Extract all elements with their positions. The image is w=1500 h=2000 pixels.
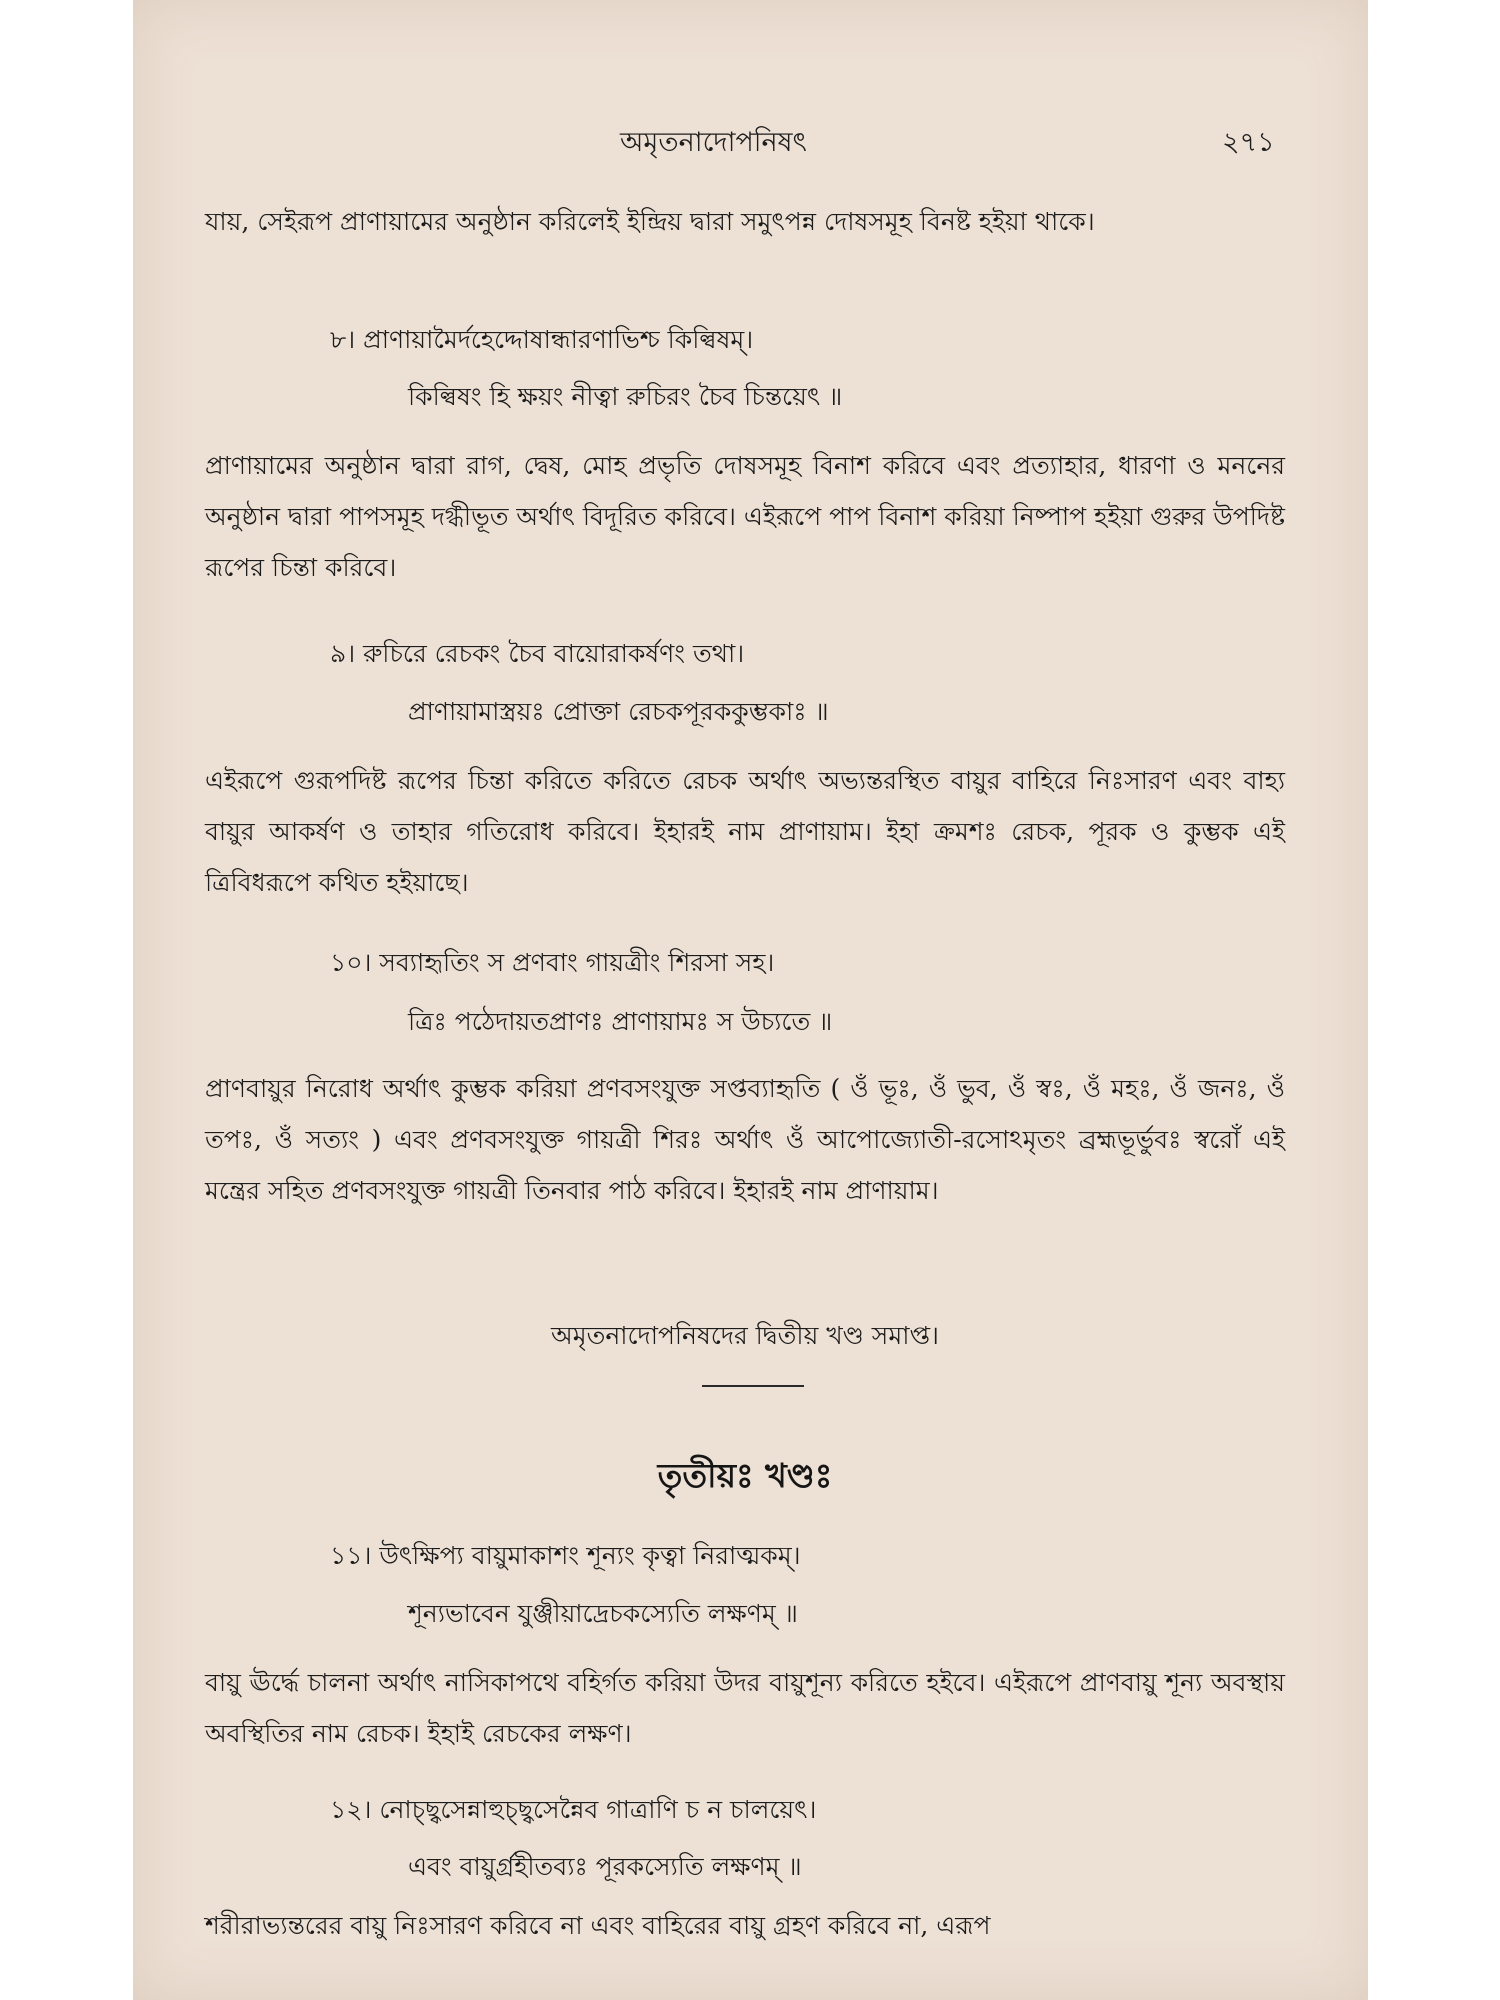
divider-rule xyxy=(702,1385,804,1387)
verse-12-line-2: এবং বায়ুর্গ্রহীতব্যঃ পূরকস্যেতি লক্ষণম্ ॥ xyxy=(408,1852,802,1881)
paragraph-6: শরীরাভ্যন্তরের বায়ু নিঃসারণ করিবে না এবং বাহিরের বায়ু গ্রহণ করিবে না, এরূপ xyxy=(205,1911,991,1940)
verse-9-line-1: ৯। রুচিরে রেচকং চৈব বায়োরাকর্ষণং তথা। xyxy=(330,639,745,668)
verse-11-line-1: ১১। উৎক্ষিপ্য বায়ুমাকাশং শূন্যং কৃত্বা নিরাত্মকম্। xyxy=(330,1541,801,1570)
paragraph-3: এইরূপে গুরূপদিষ্ট রূপের চিন্তা করিতে করিতে রেচক অর্থাৎ অভ্যন্তরস্থিত বায়ুর বাহিরে নিঃসারণ এবং বাহ্য বায়ুর আকর্ষণ ও তাহার গতিরোধ করিবে। ইহারই নাম প্রাণায়াম। ইহা ক্রমশঃ রেচক, পূরক ও কুম্ভক এই ত্রিবিধরূপে কথিত হইয়াছে। xyxy=(205,766,1285,897)
section-title: তৃতীয়ঃ খণ্ডঃ xyxy=(657,1456,833,1495)
paragraph-1: যায়, সেইরূপ প্রাণায়ামের অনুষ্ঠান করিলেই ইন্দ্রিয় দ্বারা সমুৎপন্ন দোষসমূহ বিনষ্ট হইয়া থাকে। xyxy=(205,207,1095,236)
paragraph-4: প্রাণবায়ুর নিরোধ অর্থাৎ কুম্ভক করিয়া প্রণবসংযুক্ত সপ্তব্যাহৃতি ( ওঁ ভূঃ, ওঁ ভুব, ওঁ স্বঃ, ওঁ মহঃ, ওঁ জনঃ, ওঁ তপঃ, ওঁ সত্যং ) এবং প্রণবসংযুক্ত গায়ত্রী শিরঃ অর্থাৎ ওঁ আপোজ্যোতী-রসোঽমৃতং ব্রহ্মভূর্ভুবঃ স্বরোঁ এই মন্ত্রের সহিত প্রণবসংযুক্ত গায়ত্রী তিনবার পাঠ করিবে। ইহারই নাম প্রাণায়াম। xyxy=(205,1074,1285,1205)
verse-9-line-2: প্রাণায়ামাস্ত্রয়ঃ প্রোক্তা রেচকপূরককুম্ভকাঃ ॥ xyxy=(408,697,829,726)
paragraph-5: বায়ু ঊর্দ্ধে চালনা অর্থাৎ নাসিকাপথে বহির্গত করিয়া উদর বায়ুশূন্য করিতে হইবে। এইরূপে প্রাণবায়ু শূন্য অবস্থায় অবস্থিতির নাম রেচক। ইহাই রেচকের লক্ষণ। xyxy=(205,1668,1285,1748)
page-number: ২৭১ xyxy=(1222,127,1275,158)
verse-10-line-1: ১০। সব্যাহৃতিং স প্রণবাং গায়ত্রীং শিরসা সহ। xyxy=(330,948,775,977)
verse-8-line-2: কিল্বিষং হি ক্ষয়ং নীত্বা রুচিরং চৈব চিন্তয়েৎ ॥ xyxy=(408,382,843,411)
verse-12-line-1: ১২। নোচ্ছ্বসেন্নাহুচ্ছ্বসেন্নৈব গাত্রাণি চ ন চালয়েৎ। xyxy=(330,1795,817,1824)
verse-11-line-2: শূন্যভাবেন যুঞ্জীয়াদ্রেচকস্যেতি লক্ষণম্ ॥ xyxy=(408,1599,798,1628)
paragraph-2: প্রাণায়ামের অনুষ্ঠান দ্বারা রাগ, দ্বেষ, মোহ প্রভৃতি দোষসমূহ বিনাশ করিবে এবং প্রত্যাহার, ধারণা ও মননের অনুষ্ঠান দ্বারা পাপসমূহ দগ্ধীভূত অর্থাৎ বিদূরিত করিবে। এইরূপে পাপ বিনাশ করিয়া নিষ্পাপ হইয়া গুরুর উপদিষ্ট রূপের চিন্তা করিবে। xyxy=(205,451,1285,582)
verse-10-line-2: ত্রিঃ পঠেদায়তপ্রাণঃ প্রাণায়ামঃ স উচ্যতে ॥ xyxy=(408,1007,833,1036)
verse-8-line-1: ৮। প্রাণায়ামৈর্দহেদ্দোষান্ধারণাভিশ্চ কিল্বিষম্। xyxy=(330,325,754,354)
running-header: অমৃতনাদোপনিষৎ xyxy=(620,127,807,158)
colophon: অমৃতনাদোপনিষদের দ্বিতীয় খণ্ড সমাপ্ত। xyxy=(551,1321,939,1350)
